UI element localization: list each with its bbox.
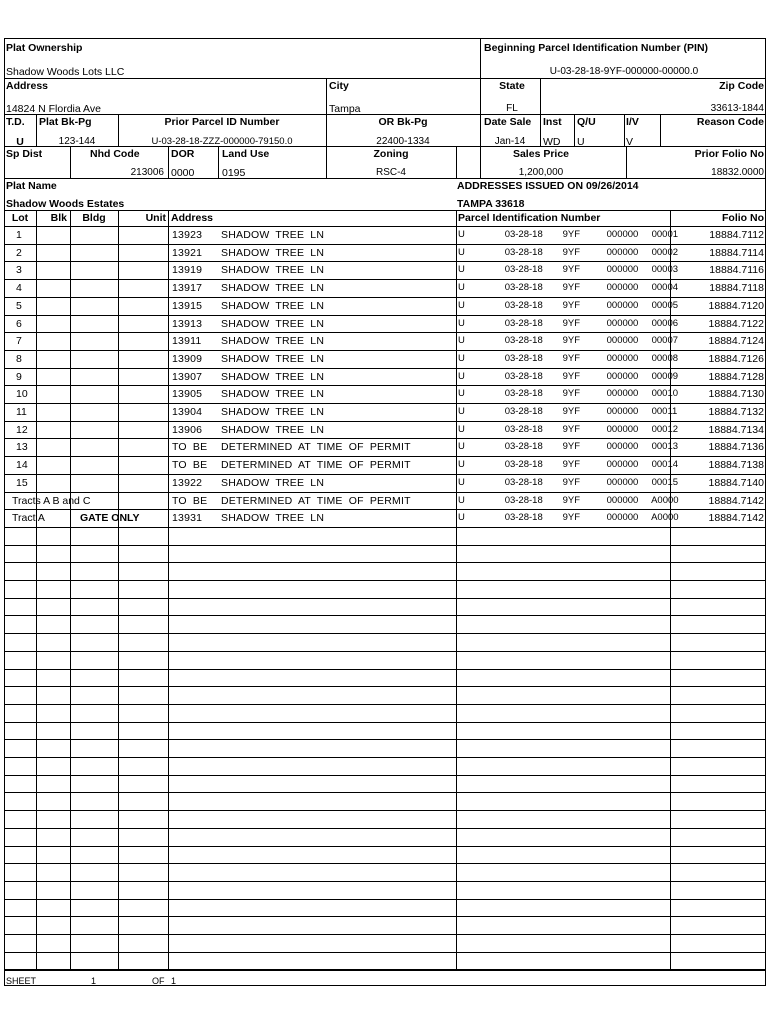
grid-vline bbox=[540, 78, 541, 146]
address-street-cell: SHADOW TREE LN bbox=[221, 388, 325, 400]
lot-cell: 15 bbox=[16, 477, 28, 489]
lot-cell: 5 bbox=[16, 300, 22, 312]
address-street-cell: DETERMINED AT TIME OF PERMIT bbox=[221, 441, 411, 453]
table-row-line bbox=[4, 881, 766, 882]
plat-name-value: Shadow Woods Estates bbox=[6, 198, 125, 210]
land-use-value: 0195 bbox=[222, 167, 246, 179]
table-row-line bbox=[4, 934, 766, 935]
or-bkpg-label: OR Bk-Pg bbox=[378, 116, 428, 128]
lot-cell: 8 bbox=[16, 353, 22, 365]
address-street-cell: SHADOW TREE LN bbox=[221, 371, 325, 383]
lot-cell: 13 bbox=[16, 441, 28, 453]
zoning-label: Zoning bbox=[373, 148, 409, 160]
folio-cell: 18884.7142 bbox=[708, 512, 764, 524]
lot-cell: 9 bbox=[16, 371, 22, 383]
grid-vline bbox=[36, 114, 37, 146]
table-column-line bbox=[36, 210, 37, 970]
folio-cell: 18884.7120 bbox=[708, 300, 764, 312]
folio-cell: 18884.7126 bbox=[708, 353, 764, 365]
address-number-cell: TO BE bbox=[172, 441, 208, 453]
table-row-line bbox=[4, 474, 766, 475]
table-row-line bbox=[4, 261, 766, 262]
folio-cell: 18884.7132 bbox=[708, 406, 764, 418]
grid-vline bbox=[456, 146, 457, 178]
grid-vline bbox=[660, 114, 661, 146]
prior-pid-label: Prior Parcel ID Number bbox=[164, 116, 280, 128]
folio-cell: 18884.7138 bbox=[708, 459, 764, 471]
table-row-line bbox=[4, 792, 766, 793]
table-row-line bbox=[4, 615, 766, 616]
of-number: 1 bbox=[171, 976, 177, 986]
table-row-line bbox=[4, 916, 766, 917]
address-number-cell: 13906 bbox=[172, 424, 203, 436]
table-row-line bbox=[4, 456, 766, 457]
address-number-cell: 13931 bbox=[172, 512, 203, 524]
col-folio: Folio No bbox=[722, 212, 764, 224]
reason-code-label: Reason Code bbox=[696, 116, 764, 128]
table-row-line bbox=[4, 810, 766, 811]
address-street-cell: DETERMINED AT TIME OF PERMIT bbox=[221, 495, 411, 507]
spdist-label: Sp Dist bbox=[6, 148, 43, 160]
table-row-line bbox=[4, 315, 766, 316]
nhd-code-label: Nhd Code bbox=[90, 148, 140, 160]
address-number-cell: 13909 bbox=[172, 353, 203, 365]
address-street-cell: SHADOW TREE LN bbox=[221, 512, 325, 524]
grid-vline bbox=[168, 146, 169, 178]
pin-cell: U 03-28-18 9YF 000000 00001 bbox=[458, 229, 679, 240]
lot-cell: Tract A bbox=[12, 512, 45, 524]
table-row-line bbox=[4, 633, 766, 634]
table-row-line bbox=[4, 775, 766, 776]
table-row-line bbox=[4, 580, 766, 581]
col-unit: Unit bbox=[145, 212, 166, 224]
plat-ownership-label: Plat Ownership bbox=[6, 42, 83, 54]
zoning-value: RSC-4 bbox=[375, 167, 406, 178]
folio-cell: 18884.7142 bbox=[708, 495, 764, 507]
pin-cell: U 03-28-18 9YF 000000 00007 bbox=[458, 335, 679, 346]
dor-value: 0000 bbox=[171, 167, 195, 179]
address-number-cell: 13922 bbox=[172, 477, 203, 489]
address-number-cell: 13904 bbox=[172, 406, 203, 418]
folio-cell: 18884.7114 bbox=[709, 247, 764, 259]
prior-folio-label: Prior Folio No bbox=[694, 148, 764, 160]
address-street-cell: SHADOW TREE LN bbox=[221, 477, 325, 489]
plat-bkpg-label: Plat Bk-Pg bbox=[39, 116, 92, 128]
nhd-code-value: 213006 bbox=[130, 167, 164, 178]
table-row-line bbox=[4, 863, 766, 864]
owner-state: FL bbox=[506, 103, 518, 114]
plat-name-label: Plat Name bbox=[6, 180, 57, 192]
prior-pid-value: U-03-28-18-ZZZ-000000-79150.0 bbox=[151, 136, 293, 147]
address-number-cell: TO BE bbox=[172, 495, 208, 507]
pin-cell: U 03-28-18 9YF 000000 00008 bbox=[458, 353, 679, 364]
grid-vline bbox=[624, 114, 625, 146]
grid-vline bbox=[70, 146, 71, 178]
table-row-line bbox=[4, 722, 766, 723]
sales-price-value: 1,200,000 bbox=[518, 167, 564, 178]
address-number-cell: 13923 bbox=[172, 229, 203, 241]
grid-hline bbox=[4, 178, 766, 179]
td-label: T.D. bbox=[6, 116, 25, 128]
address-number-cell: 13907 bbox=[172, 371, 203, 383]
address-street-cell: SHADOW TREE LN bbox=[221, 229, 325, 241]
address-street-cell: SHADOW TREE LN bbox=[221, 406, 325, 418]
table-row-line bbox=[4, 438, 766, 439]
prior-folio-value: 18832.0000 bbox=[711, 167, 764, 178]
address-number-cell: 13913 bbox=[172, 318, 203, 330]
table-column-line bbox=[118, 210, 119, 970]
pin-cell: U 03-28-18 9YF 000000 00014 bbox=[458, 459, 679, 470]
pin-cell: U 03-28-18 9YF 000000 00006 bbox=[458, 318, 679, 329]
table-row-line bbox=[4, 279, 766, 280]
pin-cell: U 03-28-18 9YF 000000 A0000 bbox=[458, 495, 679, 506]
grid-vline bbox=[480, 38, 481, 178]
address-street-cell: SHADOW TREE LN bbox=[221, 353, 325, 365]
table-row-line bbox=[4, 562, 766, 563]
address-street-cell: SHADOW TREE LN bbox=[221, 264, 325, 276]
of-label: OF bbox=[152, 976, 165, 986]
owner-city: Tampa bbox=[329, 103, 361, 115]
date-sale-label: Date Sale bbox=[484, 116, 532, 128]
lot-cell: 7 bbox=[16, 335, 22, 347]
table-column-line bbox=[70, 210, 71, 970]
folio-cell: 18884.7134 bbox=[708, 424, 764, 436]
owner-address: 14824 N Flordia Ave bbox=[6, 103, 101, 115]
address-number-cell: 13905 bbox=[172, 388, 203, 400]
folio-cell: 18884.7118 bbox=[709, 282, 764, 294]
addresses-issued: ADDRESSES ISSUED ON 09/26/2014 bbox=[457, 180, 639, 192]
grid-vline bbox=[218, 146, 219, 178]
pin-cell: U 03-28-18 9YF 000000 00005 bbox=[458, 300, 679, 311]
pin-cell: U 03-28-18 9YF 000000 00012 bbox=[458, 424, 679, 435]
dor-label: DOR bbox=[171, 148, 195, 160]
pin-cell: U 03-28-18 9YF 000000 00010 bbox=[458, 388, 679, 399]
folio-cell: 18884.7122 bbox=[708, 318, 764, 330]
bldg-cell: GATE ONLY bbox=[80, 512, 140, 524]
col-blk: Blk bbox=[50, 212, 67, 224]
sheet-label: SHEET bbox=[6, 976, 37, 986]
lot-cell: Tracts A B and C bbox=[12, 495, 91, 507]
land-use-label: Land Use bbox=[222, 148, 270, 160]
folio-cell: 18884.7112 bbox=[709, 229, 764, 241]
lot-cell: 2 bbox=[16, 247, 22, 259]
grid-vline bbox=[118, 114, 119, 146]
sheet-number: 1 bbox=[91, 976, 97, 986]
grid-vline bbox=[626, 146, 627, 178]
table-row-line bbox=[4, 527, 766, 528]
inst-label: Inst bbox=[543, 116, 562, 128]
table-row-line bbox=[4, 757, 766, 758]
pin-cell: U 03-28-18 9YF 000000 A0000 bbox=[458, 512, 679, 523]
table-row-line bbox=[4, 686, 766, 687]
table-row-line bbox=[4, 509, 766, 510]
address-number-cell: 13911 bbox=[172, 335, 202, 347]
or-bkpg-value: 22400-1334 bbox=[376, 136, 430, 147]
lot-cell: 11 bbox=[16, 406, 27, 418]
folio-cell: 18884.7128 bbox=[708, 371, 764, 383]
state-label: State bbox=[499, 80, 525, 92]
address-number-cell: 13915 bbox=[172, 300, 203, 312]
beginning-pin: U-03-28-18-9YF-000000-00000.0 bbox=[549, 66, 699, 77]
table-row-line bbox=[4, 332, 766, 333]
address-street-cell: SHADOW TREE LN bbox=[221, 247, 325, 259]
date-sale-value: Jan-14 bbox=[494, 136, 526, 147]
city-label: City bbox=[329, 80, 349, 92]
lot-cell: 12 bbox=[16, 424, 28, 436]
table-row-line bbox=[4, 421, 766, 422]
folio-cell: 18884.7140 bbox=[708, 477, 764, 489]
pin-cell: U 03-28-18 9YF 000000 00015 bbox=[458, 477, 679, 488]
grid-hline bbox=[4, 78, 766, 79]
owner-name: Shadow Woods Lots LLC bbox=[6, 66, 125, 78]
pin-cell: U 03-28-18 9YF 000000 00013 bbox=[458, 441, 679, 452]
pin-cell: U 03-28-18 9YF 000000 00002 bbox=[458, 247, 679, 258]
lot-cell: 10 bbox=[16, 388, 28, 400]
qu-label: Q/U bbox=[577, 116, 596, 128]
pin-label: Beginning Parcel Identification Number (PIN) bbox=[484, 42, 709, 54]
lot-cell: 6 bbox=[16, 318, 22, 330]
table-row-line bbox=[4, 669, 766, 670]
pin-cell: U 03-28-18 9YF 000000 00009 bbox=[458, 371, 679, 382]
table-row-line bbox=[4, 244, 766, 245]
folio-cell: 18884.7124 bbox=[708, 335, 764, 347]
table-bottom-line bbox=[4, 970, 766, 971]
pin-cell: U 03-28-18 9YF 000000 00004 bbox=[458, 282, 679, 293]
col-address: Address bbox=[171, 212, 214, 224]
address-number-cell: 13921 bbox=[172, 247, 203, 259]
table-row-line bbox=[4, 385, 766, 386]
table-row-line bbox=[4, 350, 766, 351]
table-row-line bbox=[4, 899, 766, 900]
pin-cell: U 03-28-18 9YF 000000 00003 bbox=[458, 264, 679, 275]
address-street-cell: DETERMINED AT TIME OF PERMIT bbox=[221, 459, 411, 471]
table-row-line bbox=[4, 403, 766, 404]
address-street-cell: SHADOW TREE LN bbox=[221, 300, 325, 312]
address-label: Address bbox=[6, 80, 49, 92]
col-bldg: Bldg bbox=[82, 212, 106, 224]
folio-cell: 18884.7130 bbox=[708, 388, 764, 400]
iv-value: V bbox=[626, 136, 634, 148]
iv-label: I/V bbox=[626, 116, 639, 128]
grid-hline bbox=[4, 146, 766, 147]
table-row-line bbox=[4, 952, 766, 953]
table-column-line bbox=[456, 210, 457, 970]
grid-vline bbox=[326, 78, 327, 178]
address-street-cell: SHADOW TREE LN bbox=[221, 424, 325, 436]
lot-cell: 14 bbox=[16, 459, 28, 471]
lot-cell: 3 bbox=[16, 264, 22, 276]
plat-bkpg-value: 123-144 bbox=[58, 136, 96, 147]
qu-value: U bbox=[577, 136, 585, 148]
table-row-line bbox=[4, 598, 766, 599]
table-row-line bbox=[4, 492, 766, 493]
table-row-line bbox=[4, 704, 766, 705]
folio-cell: 18884.7136 bbox=[708, 441, 764, 453]
owner-zip: 33613-1844 bbox=[710, 103, 764, 114]
address-street-cell: SHADOW TREE LN bbox=[221, 318, 325, 330]
table-row-line bbox=[4, 368, 766, 369]
col-lot: Lot bbox=[11, 212, 29, 224]
lot-cell: 1 bbox=[16, 229, 22, 241]
zip-label: Zip Code bbox=[719, 80, 764, 92]
col-pin: Parcel Identification Number bbox=[458, 212, 601, 224]
grid-vline bbox=[574, 114, 575, 146]
table-column-line bbox=[168, 210, 169, 970]
table-row-line bbox=[4, 297, 766, 298]
table-row-line bbox=[4, 545, 766, 546]
folio-cell: 18884.7116 bbox=[709, 264, 764, 276]
table-row-line bbox=[4, 739, 766, 740]
address-number-cell: 13919 bbox=[172, 264, 203, 276]
address-street-cell: SHADOW TREE LN bbox=[221, 335, 325, 347]
table-row-line bbox=[4, 846, 766, 847]
address-number-cell: TO BE bbox=[172, 459, 208, 471]
table-row-line bbox=[4, 828, 766, 829]
sales-price-label: Sales Price bbox=[512, 148, 570, 160]
inst-value: WD bbox=[543, 136, 561, 148]
issued-city: TAMPA 33618 bbox=[457, 198, 525, 210]
td-value: U bbox=[16, 136, 24, 148]
table-row-line bbox=[4, 651, 766, 652]
address-number-cell: 13917 bbox=[172, 282, 203, 294]
pin-cell: U 03-28-18 9YF 000000 00011 bbox=[458, 406, 678, 417]
address-street-cell: SHADOW TREE LN bbox=[221, 282, 325, 294]
lot-cell: 4 bbox=[16, 282, 22, 294]
